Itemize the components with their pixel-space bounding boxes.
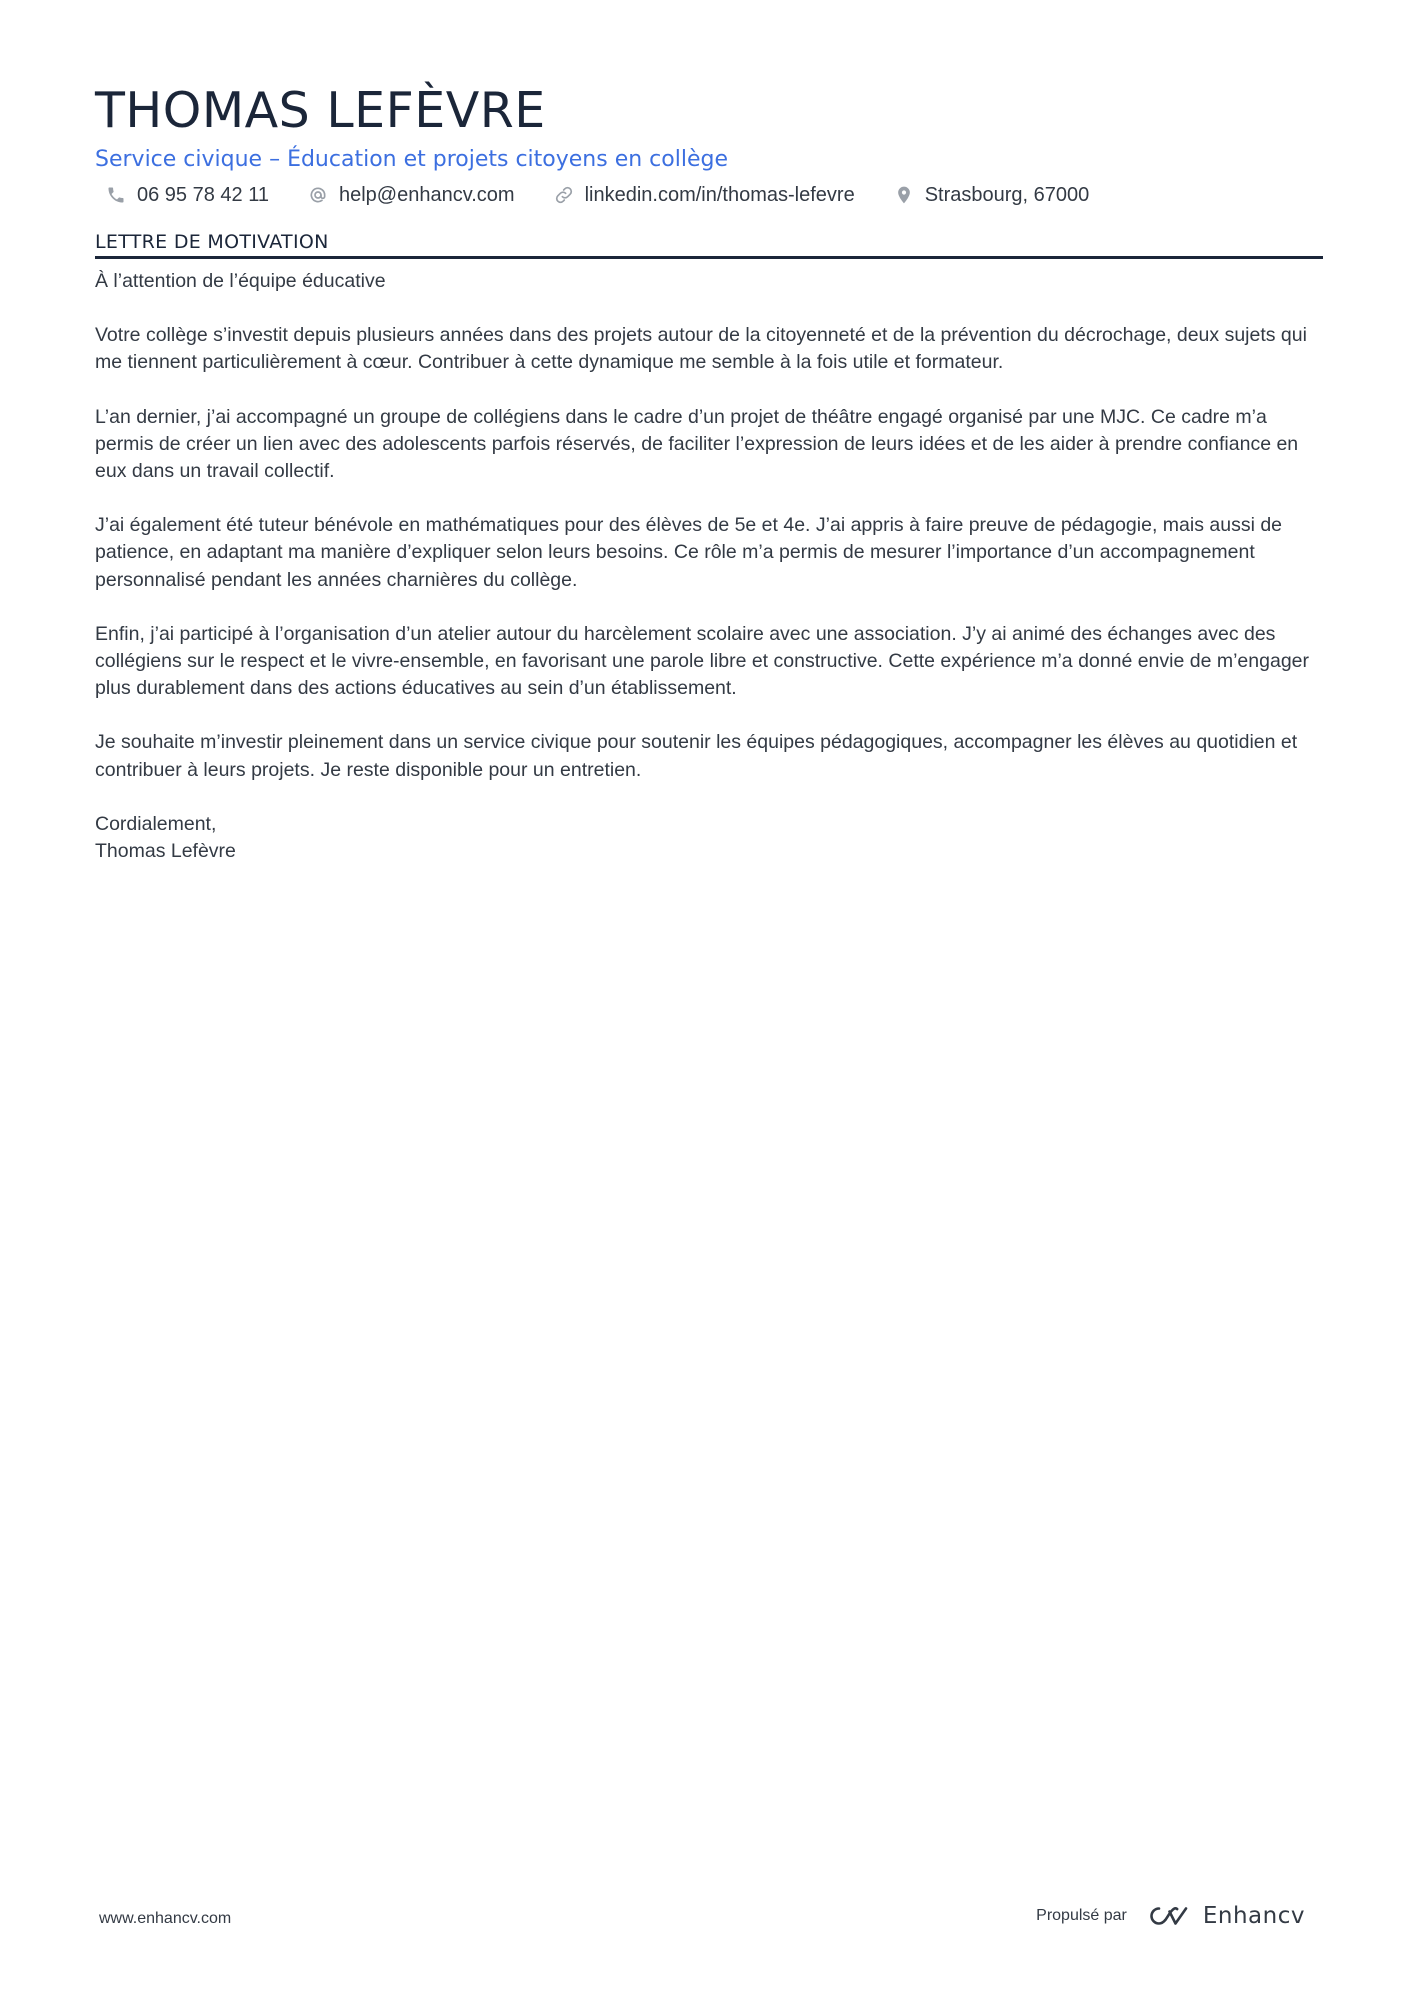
job-title: Service civique – Éducation et projets citoyens en collège xyxy=(95,147,728,172)
phone-number: 06 95 78 42 11 xyxy=(137,184,269,206)
map-pin-icon xyxy=(893,184,915,206)
letter-greeting: À l’attention de l’équipe éducative xyxy=(95,270,386,292)
contact-phone xyxy=(95,181,269,209)
letter-body xyxy=(95,268,1323,865)
letter-paragraph: L’an dernier, j’ai accompagné un groupe de collégiens dans le cadre d’un projet de théâtre engagé organisé par une MJC. Ce cadre m’a permis de créer un lien avec des adolescents parfois réservés, de faciliter l’expression de leurs idées et de les aider à prendre confiance en eux dans un travail collectif. xyxy=(95,405,1299,483)
link-icon xyxy=(553,184,575,206)
location: Strasbourg, 67000 xyxy=(924,184,1090,206)
contact-bar xyxy=(95,181,1325,209)
letter-paragraph: Votre collège s’investit depuis plusieurs années dans des projets autour de la citoyenneté et de la prévention du décrochage, deux sujets qui me tiennent particulièrement à cœur. Contribuer à cette dynamique me semble à la fois utile et formateur. xyxy=(95,324,1307,374)
footer-website[interactable]: www.enhancv.com xyxy=(99,1910,232,1927)
section-title: LETTRE DE MOTIVATION xyxy=(95,229,1323,259)
phone-icon xyxy=(105,184,127,206)
contact-location xyxy=(883,181,1090,209)
header xyxy=(95,80,1325,209)
email-address: help@enhancv.com xyxy=(338,184,515,206)
at-icon xyxy=(307,184,329,206)
applicant-name: THOMAS LEFÈVRE xyxy=(95,82,546,139)
letter-closing: Cordialement, xyxy=(95,812,217,835)
enhancv-wordmark: Enhancv xyxy=(1202,1903,1305,1929)
letter-paragraph: J’ai également été tuteur bénévole en mathématiques pour des élèves de 5e et 4e. J’ai appris à faire preuve de pédagogie, mais aussi de patience, en adaptant ma manière d’expliquer selon leurs besoins. Ce rôle m’a permis de mesurer l’importance d’un accompagnement personnalisé pendant les années charnières du collège. xyxy=(95,514,1283,591)
contact-email xyxy=(297,181,515,209)
motivation-letter-section xyxy=(95,229,1323,865)
letter-paragraph: Enfin, j’ai participé à l’organisation d’un atelier autour du harcèlement scolaire avec une association. J’y ai animé des échanges avec des collégiens sur le respect et le vivre-ensemble, en favorisant une parole libre et constructive. Cette expérience m’a donné envie de m’engager plus durablement dans des actions éducatives au sein d’un établissement. xyxy=(95,622,1309,700)
powered-by-label: Propulsé par xyxy=(1036,1907,1127,1924)
footer-branding xyxy=(1036,1903,1305,1929)
enhancv-logo-icon xyxy=(1147,1903,1193,1929)
letter-paragraph: Je souhaite m’investir pleinement dans un service civique pour soutenir les équipes pédagogiques, accompagner les élèves au quotidien et contribuer à leurs projets. Je reste disponible pour un entretien. xyxy=(95,731,1298,781)
contact-linkedin xyxy=(543,181,855,209)
linkedin-url: linkedin.com/in/thomas-lefevre xyxy=(584,184,855,206)
letter-signature: Thomas Lefèvre xyxy=(95,840,236,863)
